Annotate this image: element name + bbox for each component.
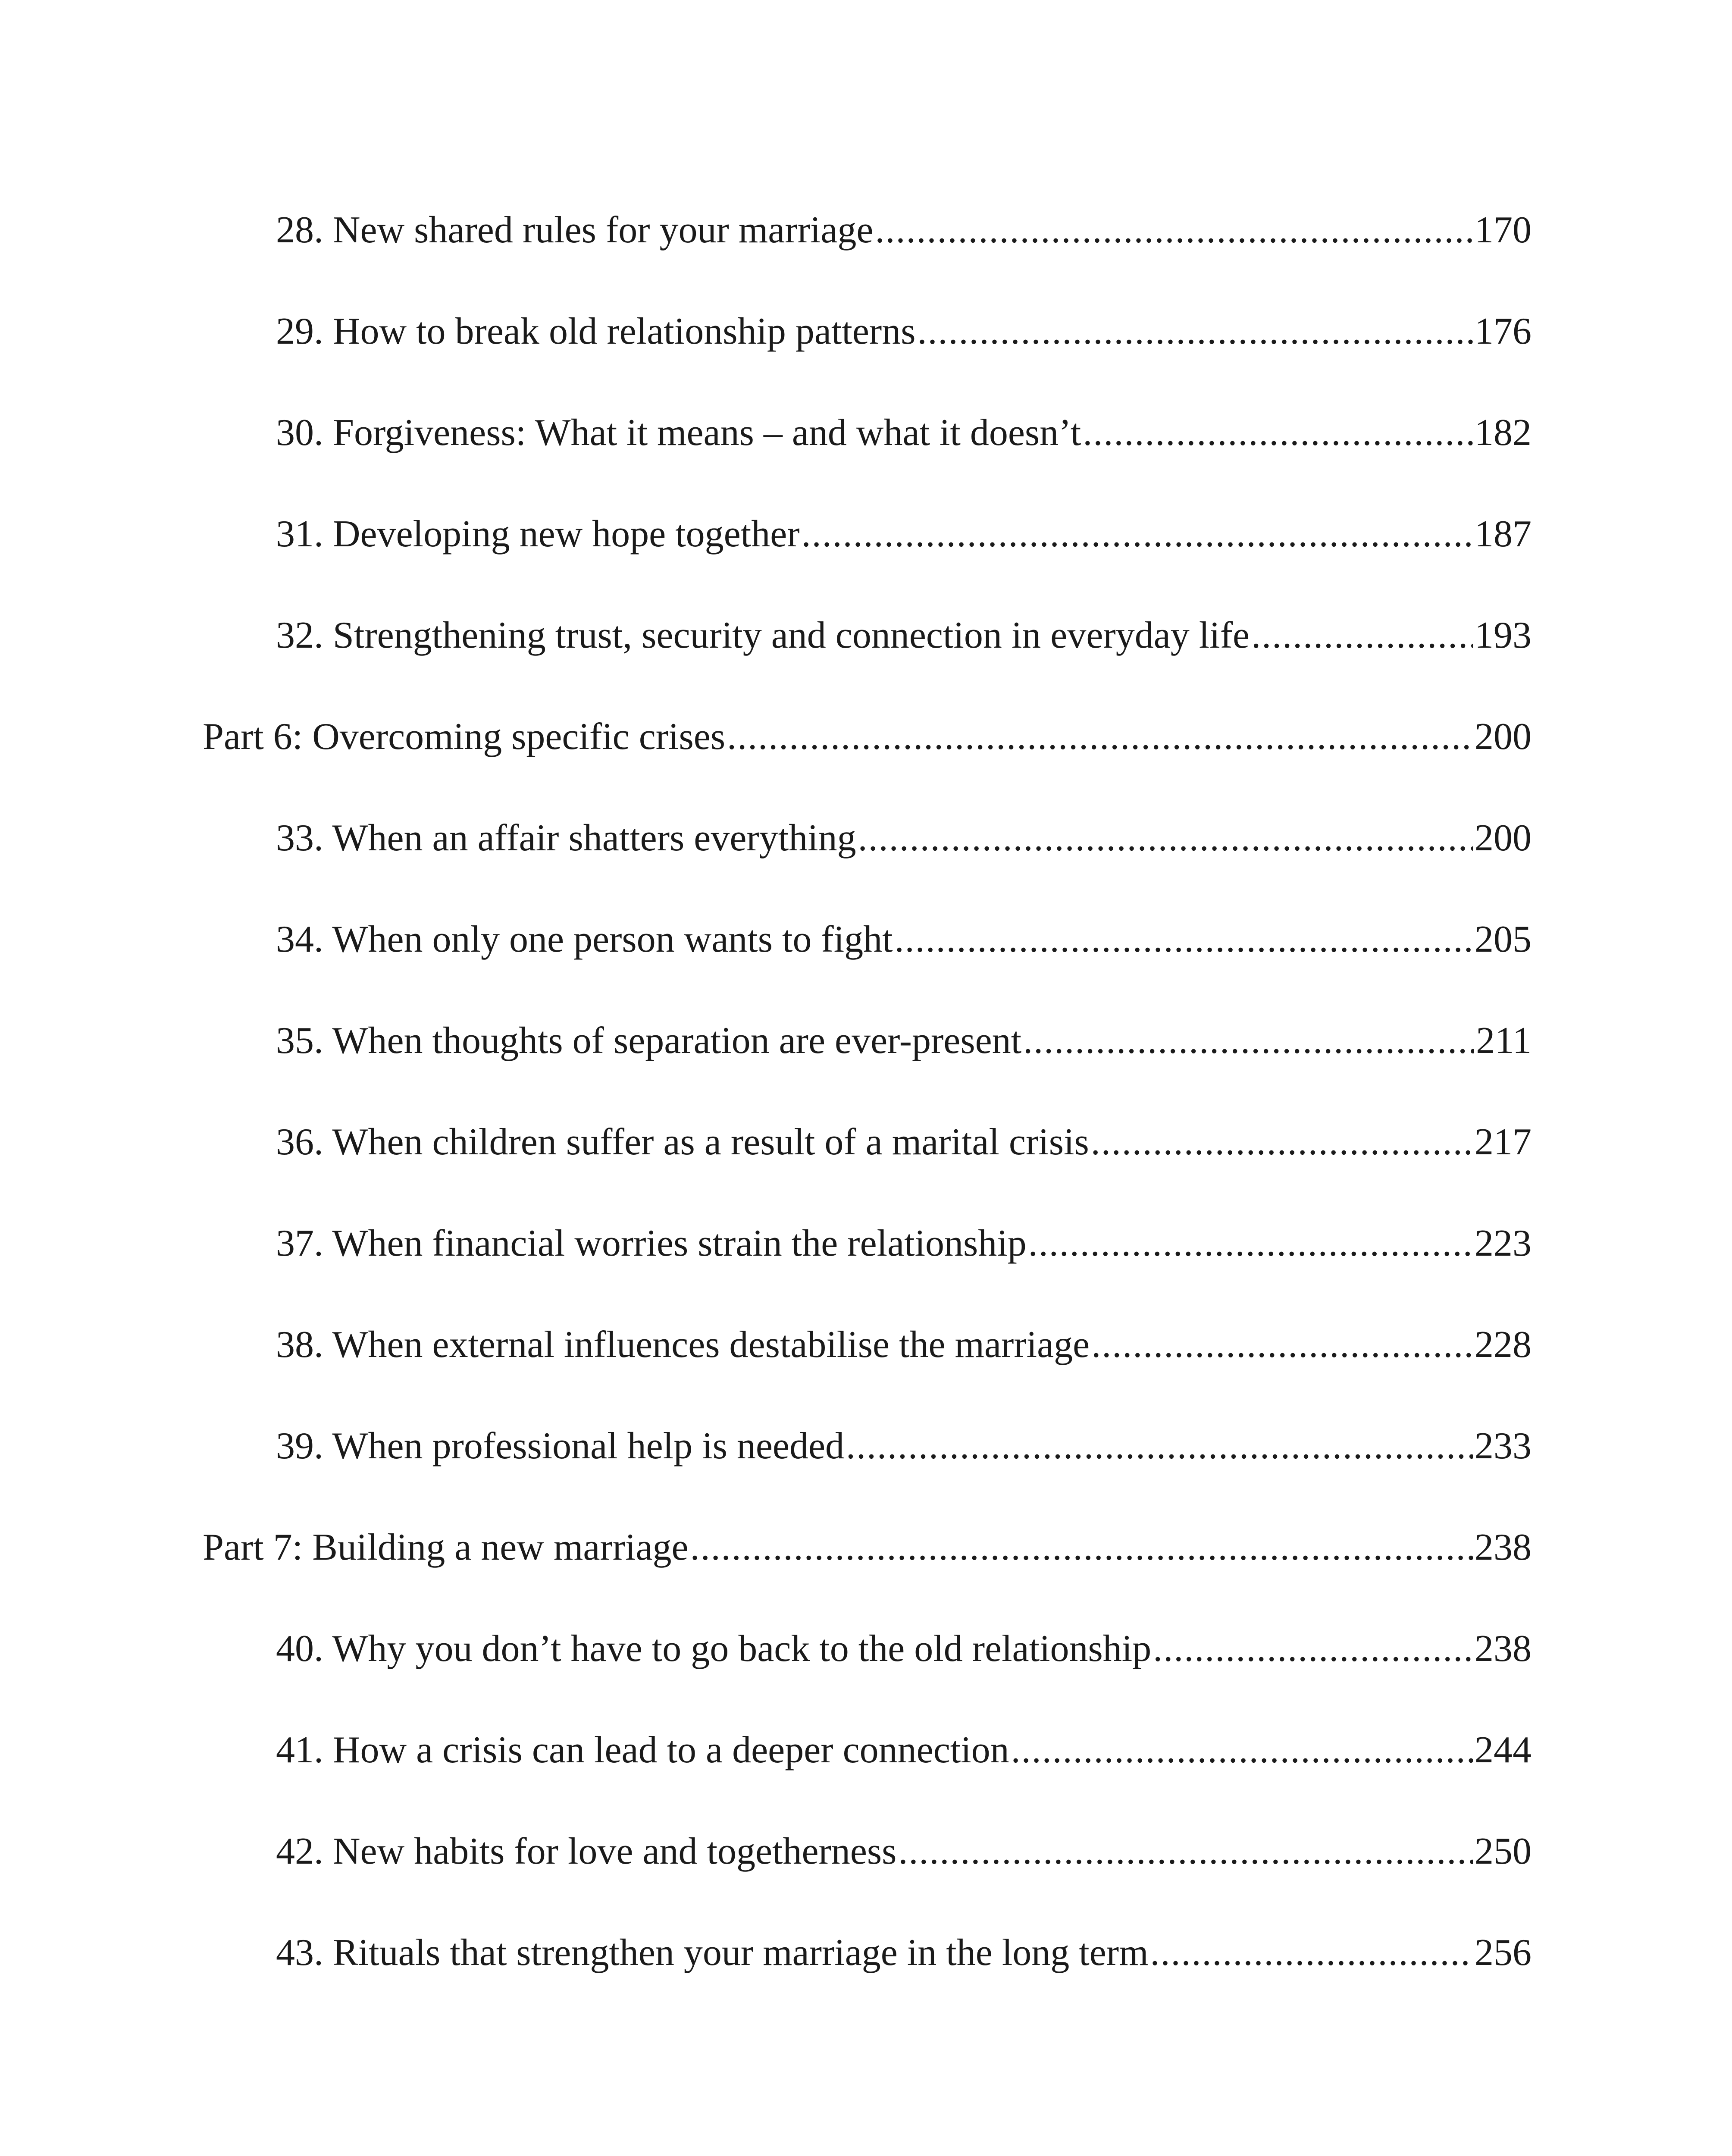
toc-leader-dots xyxy=(917,313,1473,351)
toc-entry-title: 32. Strengthening trust, security and connection in everyday life xyxy=(276,614,1250,656)
toc-entry-title: 41. How a crisis can lead to a deeper connection xyxy=(276,1729,1009,1771)
toc-entry-page: 238 xyxy=(1475,1628,1532,1670)
toc-entry-page: 200 xyxy=(1475,817,1532,859)
toc-entry-title: 39. When professional help is needed xyxy=(276,1425,845,1467)
toc-entry[interactable] xyxy=(276,1326,1532,1364)
toc-leader-dots xyxy=(727,718,1473,756)
toc-entry-page: 233 xyxy=(1475,1425,1532,1467)
toc-entry-page: 211 xyxy=(1476,1020,1532,1062)
toc-entry-page: 223 xyxy=(1475,1222,1532,1264)
toc-entry-page: 256 xyxy=(1475,1932,1532,1974)
toc-leader-dots xyxy=(1153,1630,1473,1668)
toc-leader-dots xyxy=(1251,617,1473,655)
toc-entry-page: 170 xyxy=(1475,209,1532,251)
toc-entry[interactable] xyxy=(276,414,1532,452)
toc-entry-page: 244 xyxy=(1475,1729,1532,1771)
toc-entry-title: 31. Developing new hope together xyxy=(276,513,800,555)
toc-entry-page: 238 xyxy=(1475,1526,1532,1568)
toc-entry-title: 29. How to break old relationship patterns xyxy=(276,310,916,352)
toc-entry-page: 187 xyxy=(1475,513,1532,555)
toc-entry-page: 193 xyxy=(1475,614,1532,656)
toc-entry[interactable] xyxy=(276,1731,1532,1769)
toc-entry-title: 36. When children suffer as a result of a marital crisis xyxy=(276,1121,1089,1163)
toc-entry-title: 42. New habits for love and togetherness xyxy=(276,1830,897,1872)
toc-entry-page: 217 xyxy=(1475,1121,1532,1163)
toc-leader-dots xyxy=(802,515,1473,553)
toc-entry-title: 38. When external influences destabilise the marriage xyxy=(276,1324,1090,1366)
toc-entry-title: Part 7: Building a new marriage xyxy=(203,1526,689,1568)
toc-entry[interactable] xyxy=(276,1222,1532,1264)
toc-entry[interactable] xyxy=(276,515,1532,553)
toc-entry[interactable] xyxy=(276,1123,1532,1161)
toc-leader-dots xyxy=(1091,1326,1473,1364)
toc-leader-dots xyxy=(875,211,1473,249)
toc-entry[interactable] xyxy=(276,1427,1532,1465)
toc-entry-title: 40. Why you don’t have to go back to the old relationship xyxy=(276,1628,1152,1670)
toc-part-entry[interactable] xyxy=(203,718,1532,756)
toc-entry[interactable] xyxy=(276,819,1532,857)
toc-entry-page: 176 xyxy=(1475,310,1532,352)
toc-entry[interactable] xyxy=(276,1830,1532,1872)
toc-entry-page: 200 xyxy=(1475,716,1532,758)
toc-leader-dots xyxy=(1091,1123,1473,1161)
toc-entry-title: 37. When financial worries strain the relationship xyxy=(276,1222,1027,1264)
toc-entry[interactable] xyxy=(276,211,1532,249)
toc-entry-title: 30. Forgiveness: What it means – and what it doesn’t xyxy=(276,412,1081,454)
toc-entry-title: 28. New shared rules for your marriage xyxy=(276,209,874,251)
toc-leader-dots xyxy=(846,1427,1473,1465)
toc-leader-dots xyxy=(1023,1022,1474,1060)
toc-entry[interactable] xyxy=(276,310,1532,352)
toc-entry-page: 250 xyxy=(1475,1830,1532,1872)
toc-part-entry[interactable] xyxy=(203,1526,1532,1568)
toc-entry-page: 182 xyxy=(1475,412,1532,454)
toc-leader-dots xyxy=(858,819,1473,857)
toc-entry[interactable] xyxy=(276,1022,1532,1060)
toc-entry-title: 43. Rituals that strengthen your marriage in the long term xyxy=(276,1932,1149,1974)
toc-entry[interactable] xyxy=(276,614,1532,656)
toc-entry-page: 205 xyxy=(1475,918,1532,960)
toc-leader-dots xyxy=(895,921,1473,959)
toc-leader-dots xyxy=(1028,1225,1473,1263)
toc-entry-title: 35. When thoughts of separation are ever-present xyxy=(276,1020,1022,1062)
toc-leader-dots xyxy=(898,1833,1473,1871)
toc-entry[interactable] xyxy=(276,1630,1532,1668)
toc-entry[interactable] xyxy=(276,1934,1532,1972)
toc-entry[interactable] xyxy=(276,918,1532,960)
toc-entry-title: 33. When an affair shatters everything xyxy=(276,817,856,859)
toc-entry-page: 228 xyxy=(1475,1324,1532,1366)
toc-leader-dots xyxy=(690,1529,1473,1567)
toc-entry-title: Part 6: Overcoming specific crises xyxy=(203,716,726,758)
toc-entry-title: 34. When only one person wants to fight xyxy=(276,918,893,960)
toc-leader-dots xyxy=(1150,1934,1473,1972)
toc-leader-dots xyxy=(1083,414,1473,452)
toc-leader-dots xyxy=(1011,1731,1473,1769)
